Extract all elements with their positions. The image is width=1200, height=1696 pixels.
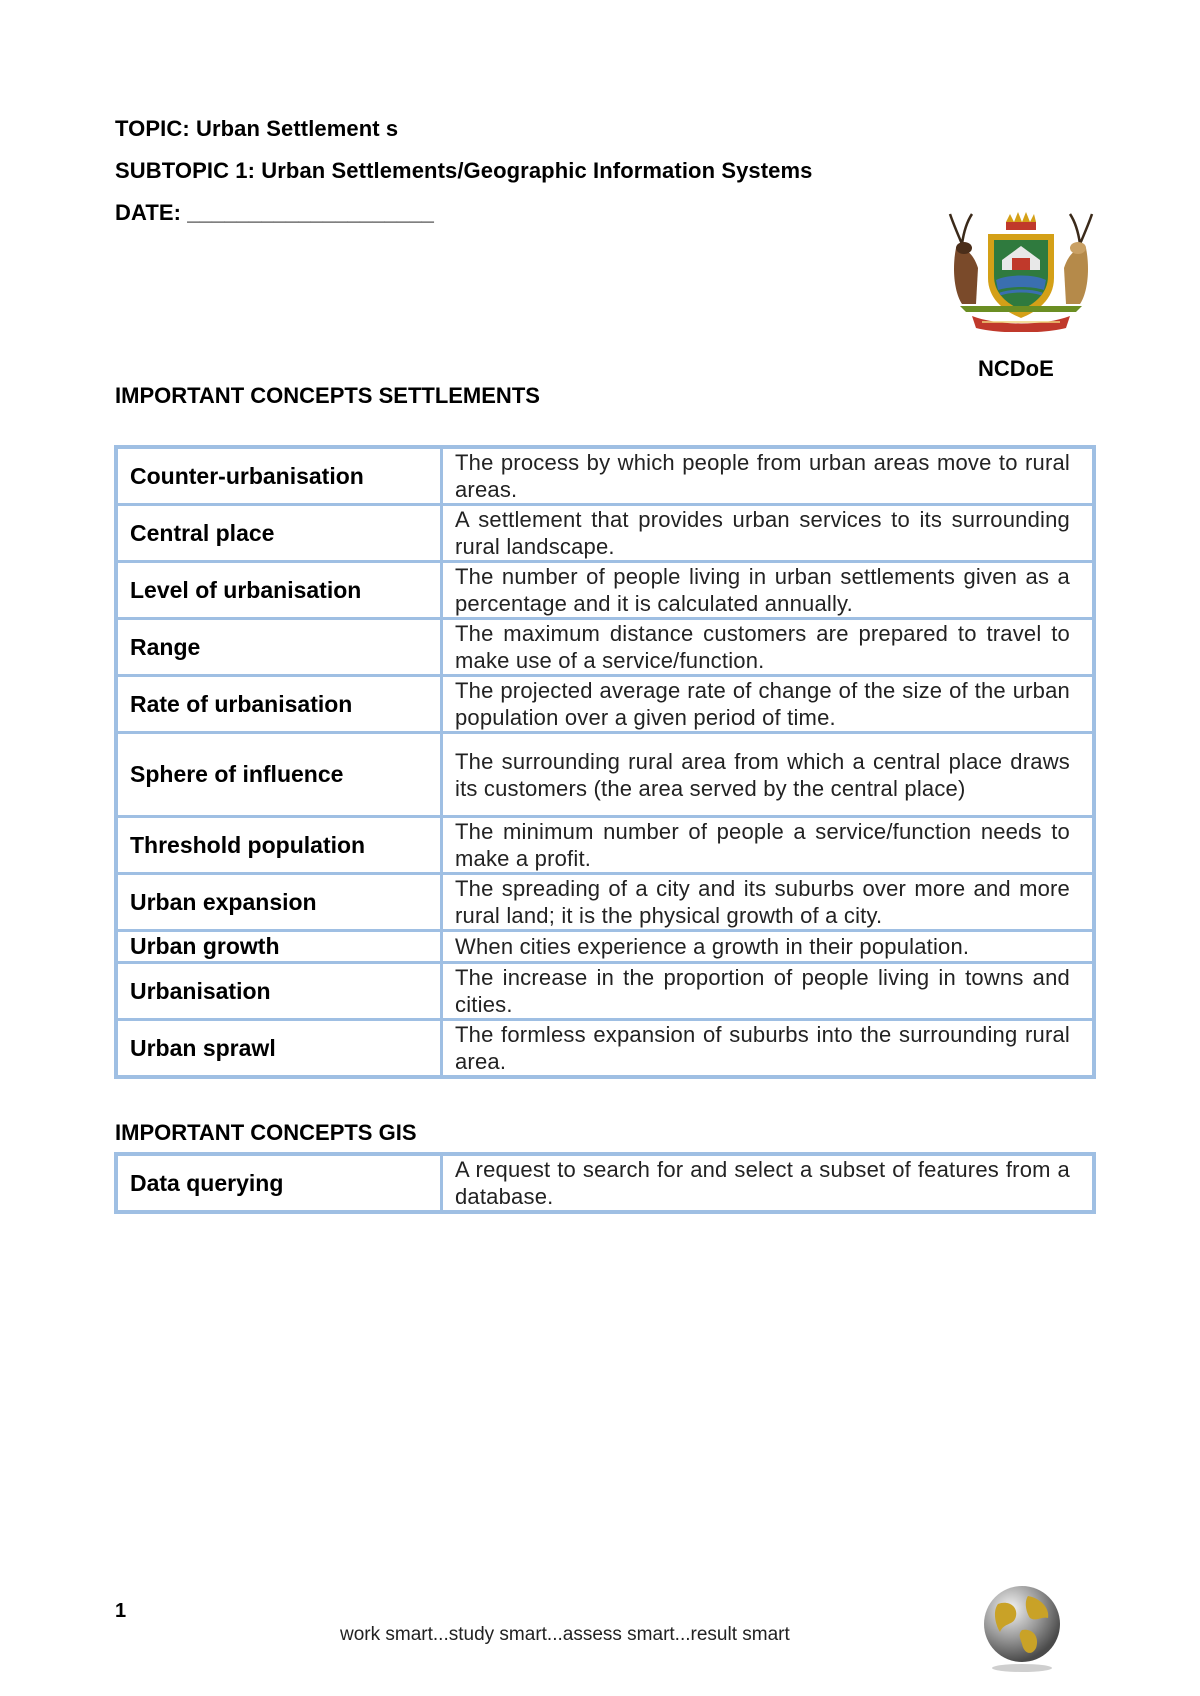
coat-of-arms-icon [948,208,1094,332]
term-cell: Central place [116,505,442,562]
definition-cell: A request to search for and select a subset of features from a database. [442,1154,1095,1212]
settlements-table-body [116,447,1094,1077]
table-row [116,963,1094,1020]
definition-cell: The formless expansion of suburbs into the surrounding rural area. [442,1020,1095,1078]
term-cell: Urban expansion [116,874,442,931]
term-cell: Urban sprawl [116,1020,442,1078]
table-row [116,447,1094,505]
table-row [116,874,1094,931]
term-cell: Rate of urbanisation [116,676,442,733]
topic-heading: TOPIC: Urban Settlement s [115,116,399,141]
term-cell: Sphere of influence [116,733,442,817]
ncdoe-label: NCDoE [978,356,1054,381]
definition-cell: The number of people living in urban settlements given as a percentage and it is calculated annually. [442,562,1095,619]
table-row [116,1020,1094,1078]
term-cell: Urbanisation [116,963,442,1020]
date-line: DATE: ____________________ [115,200,435,225]
definition-cell: The spreading of a city and its suburbs over more and more rural land; it is the physical growth of a city. [442,874,1095,931]
gis-heading: IMPORTANT CONCEPTS GIS [115,1120,417,1145]
settlements-heading: IMPORTANT CONCEPTS SETTLEMENTS [115,383,540,408]
subtopic-heading: SUBTOPIC 1: Urban Settlements/Geographic Information Systems [115,158,813,183]
term-cell: Level of urbanisation [116,562,442,619]
table-row [116,1154,1094,1212]
definition-cell: The projected average rate of change of the size of the urban population over a given period of time. [442,676,1095,733]
table-row [116,619,1094,676]
definition-cell: The maximum distance customers are prepared to travel to make use of a service/function. [442,619,1095,676]
globe-icon [978,1582,1066,1674]
gis-glossary-table [114,1152,1096,1214]
table-row [116,505,1094,562]
definition-cell: A settlement that provides urban services to its surrounding rural landscape. [442,505,1095,562]
settlements-glossary-table [114,445,1096,1079]
table-row [116,733,1094,817]
definition-cell: The minimum number of people a service/function needs to make a profit. [442,817,1095,874]
definition-cell: The increase in the proportion of people living in towns and cities. [442,963,1095,1020]
term-cell: Threshold population [116,817,442,874]
table-row [116,817,1094,874]
definition-cell: The process by which people from urban areas move to rural areas. [442,447,1095,505]
table-row [116,931,1094,963]
footer-slogan: work smart...study smart...assess smart...result smart [340,1624,790,1645]
term-cell: Data querying [116,1154,442,1212]
table-row [116,676,1094,733]
definition-cell: When cities experience a growth in their population. [442,931,1095,963]
table-row [116,562,1094,619]
gis-table-body [116,1154,1094,1212]
page-number: 1 [115,1600,127,1622]
term-cell: Counter-urbanisation [116,447,442,505]
term-cell: Range [116,619,442,676]
term-cell: Urban growth [116,931,442,963]
definition-cell: The surrounding rural area from which a central place draws its customers (the area served by the central place) [442,733,1095,817]
